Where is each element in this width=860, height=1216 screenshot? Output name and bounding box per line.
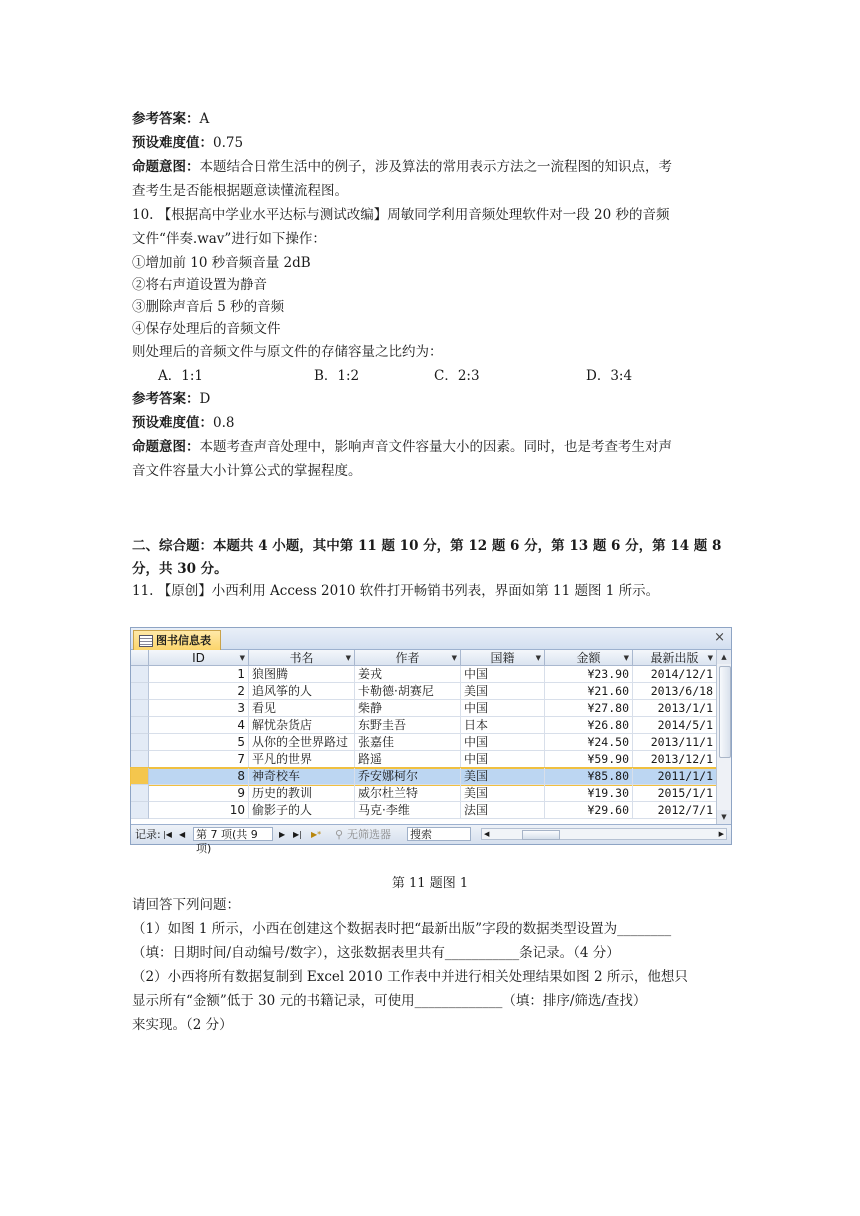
q9-intent-line1 [132, 158, 672, 176]
difficulty-label: 预设难度值： [132, 415, 213, 431]
table-cell[interactable]: 法国 [461, 802, 545, 819]
table-cell[interactable]: ¥85.80 [545, 768, 633, 785]
table-cell[interactable]: ¥26.80 [545, 717, 633, 734]
table-icon [139, 635, 153, 647]
table-cell[interactable]: 中国 [461, 700, 545, 717]
table-cell[interactable]: 姜戎 [355, 666, 461, 683]
access-datasheet-window [130, 627, 732, 855]
table-cell[interactable]: 2013/1/1 [633, 700, 717, 717]
table-cell[interactable]: 狼图腾 [249, 666, 355, 683]
no-filter-button[interactable]: 无筛选器 [347, 828, 391, 841]
table-row[interactable] [131, 666, 717, 683]
q11-sub1-line2: （填：日期时间/自动编号/数字），这张数据表里共有___________条记录。（4 分） [132, 945, 620, 961]
q10-intent-line2: 音文件容量大小计算公式的掌握程度。 [132, 463, 362, 479]
table-cell[interactable]: 偷影子的人 [249, 802, 355, 819]
record-selector[interactable] [131, 700, 149, 717]
tab-bar [131, 628, 731, 650]
table-cell[interactable]: 2013/6/18 [633, 683, 717, 700]
table-cell[interactable]: 2014/12/1 [633, 666, 717, 683]
scroll-thumb[interactable] [522, 830, 560, 840]
column-label: 作者 [395, 651, 420, 665]
q9-intent-line2: 查考生是否能根据题意读懂流程图。 [132, 183, 348, 199]
scroll-thumb[interactable] [719, 666, 731, 758]
table-cell[interactable]: 3 [149, 700, 249, 717]
next-record-icon[interactable]: ▶ [279, 830, 286, 839]
record-navigation-bar [131, 824, 731, 855]
column-header-title[interactable] [249, 650, 355, 666]
q11-sub2-line1: （2）小西将所有数据复制到 Excel 2010 工作表中并进行相关处理结果如图 2 所示，他想只 [132, 969, 688, 985]
scroll-up-icon[interactable]: ▲ [717, 650, 731, 664]
dropdown-arrow-icon[interactable]: ▼ [345, 654, 351, 662]
dropdown-arrow-icon[interactable]: ▼ [451, 654, 457, 662]
q10-difficulty-line [132, 414, 234, 432]
table-cell[interactable]: 乔安娜柯尔 [355, 768, 461, 785]
q10-step-3: ③删除声音后 5 秒的音频 [132, 299, 285, 315]
figure-caption: 第 11 题图 1 [391, 876, 469, 891]
table-cell[interactable]: 10 [149, 802, 249, 819]
record-selector[interactable] [131, 768, 149, 785]
answer-label: 参考答案： [132, 391, 200, 407]
table-row[interactable] [131, 751, 717, 768]
first-record-icon[interactable]: |◀ [163, 830, 172, 839]
table-cell[interactable]: 2013/11/1 [633, 734, 717, 751]
table-cell[interactable]: 张嘉佳 [355, 734, 461, 751]
table-cell[interactable]: 从你的全世界路过 [249, 734, 355, 751]
table-cell[interactable]: 路遥 [355, 751, 461, 768]
select-all-corner[interactable] [131, 650, 149, 666]
q10-stem-line2: 文件“伴奏.wav”进行如下操作： [132, 231, 326, 247]
q11-sub2-line3: 来实现。（2 分） [132, 1017, 233, 1033]
table-cell[interactable]: 中国 [461, 666, 545, 683]
intent-text: 本题考查声音处理中，影响声音文件容量大小的因素。同时，也是考查考生对声 [199, 439, 672, 455]
dropdown-arrow-icon[interactable]: ▼ [707, 654, 713, 662]
table-cell[interactable]: 中国 [461, 751, 545, 768]
record-selector[interactable] [131, 666, 149, 683]
section2-heading-line2: 分，共 30 分。 [132, 561, 228, 577]
table-cell[interactable]: ¥24.50 [545, 734, 633, 751]
table-cell[interactable]: 威尔杜兰特 [355, 785, 461, 802]
table-row[interactable] [131, 734, 717, 751]
search-input[interactable]: 搜索 [407, 827, 471, 841]
column-header-latest-pub[interactable] [633, 650, 717, 666]
table-cell[interactable]: 美国 [461, 785, 545, 802]
difficulty-label: 预设难度值： [132, 135, 213, 151]
intent-label: 命题意图： [132, 439, 200, 455]
q11-prompt: 请回答下列问题： [132, 897, 240, 913]
table-cell[interactable]: 神奇校车 [249, 768, 355, 785]
q9-difficulty-line [132, 134, 243, 152]
horizontal-scrollbar[interactable] [481, 828, 727, 840]
table-row[interactable] [131, 802, 717, 819]
table-cell[interactable]: 柴静 [355, 700, 461, 717]
difficulty-value: 0.8 [213, 415, 235, 431]
record-selector[interactable] [131, 717, 149, 734]
scroll-right-icon[interactable]: ▶ [718, 830, 724, 838]
dropdown-arrow-icon[interactable]: ▼ [239, 654, 245, 662]
table-cell[interactable]: 美国 [461, 768, 545, 785]
table-cell[interactable]: 2011/1/1 [633, 768, 717, 785]
table-row[interactable] [131, 683, 717, 700]
table-cell[interactable]: 1 [149, 666, 249, 683]
table-cell[interactable]: 马克·李维 [355, 802, 461, 819]
current-record-field[interactable]: 第 7 项(共 9 项) [193, 827, 273, 841]
q10-question: 则处理后的音频文件与原文件的存储容量之比约为： [132, 344, 443, 360]
q10-stem-line1: 10. 【根据高中学业水平达标与测试改编】周敏同学利用音频处理软件对一段 20 秒的音频 [132, 207, 670, 223]
record-selector[interactable] [131, 802, 149, 819]
prev-record-icon[interactable]: ◀ [179, 830, 186, 839]
table-cell[interactable]: 中国 [461, 734, 545, 751]
dropdown-arrow-icon[interactable]: ▼ [623, 654, 629, 662]
table-cell[interactable]: 2014/5/1 [633, 717, 717, 734]
table-cell[interactable]: ¥21.60 [545, 683, 633, 700]
intent-text: 本题结合日常生活中的例子，涉及算法的常用表示方法之一流程图的知识点，考 [199, 159, 672, 175]
vertical-scrollbar[interactable] [716, 650, 731, 824]
tab-title: 图书信息表 [156, 634, 211, 647]
q11-sub2-line2: 显示所有“金额”低于 30 元的书籍记录，可使用_____________（填：排序/筛选/查找） [132, 993, 647, 1009]
record-selector[interactable] [131, 734, 149, 751]
column-label: 书名 [289, 651, 314, 665]
option-d: D．3:4 [586, 368, 633, 384]
filter-icon[interactable]: ⚲ [335, 828, 344, 841]
table-cell[interactable]: 历史的教训 [249, 785, 355, 802]
table-cell[interactable]: 2015/1/1 [633, 785, 717, 802]
table-row[interactable] [131, 768, 717, 785]
section2-heading-line1: 二、综合题：本题共 4 小题，其中第 11 题 10 分，第 12 题 6 分，第 13 题 6 分，第 14 题 8 [132, 538, 722, 554]
table-cell[interactable]: 4 [149, 717, 249, 734]
last-record-icon[interactable]: ▶| [293, 830, 302, 839]
close-icon[interactable]: × [714, 630, 725, 645]
column-header-id[interactable] [149, 650, 249, 666]
column-header-country[interactable] [461, 650, 545, 666]
table-cell[interactable]: 7 [149, 751, 249, 768]
new-record-icon[interactable]: ▶* [311, 830, 322, 839]
table-cell[interactable]: 日本 [461, 717, 545, 734]
scroll-left-icon[interactable]: ◀ [484, 830, 490, 838]
dropdown-arrow-icon[interactable]: ▼ [535, 654, 541, 662]
q10-answer-line [132, 390, 210, 408]
q10-step-4: ④保存处理后的音频文件 [132, 321, 281, 337]
q10-intent-line1 [132, 438, 672, 456]
column-label: 最新出版 [650, 651, 699, 665]
q11-sub1-line1: （1）如图 1 所示，小西在创建这个数据表时把“最新出版”字段的数据类型设置为________ [132, 921, 672, 937]
q11-stem: 11. 【原创】小西利用 Access 2010 软件打开畅销书列表，界面如第 11 题图 1 所示。 [132, 583, 660, 599]
record-selector[interactable] [131, 785, 149, 802]
record-label: 记录: [135, 828, 161, 841]
table-cell[interactable]: 平凡的世界 [249, 751, 355, 768]
table-row[interactable] [131, 717, 717, 734]
q10-step-2: ②将右声道设置为静音 [132, 277, 267, 293]
tab-book-info-table[interactable] [133, 630, 221, 650]
table-cell[interactable]: ¥23.90 [545, 666, 633, 683]
column-header-amount[interactable] [545, 650, 633, 666]
table-cell[interactable]: 解忧杂货店 [249, 717, 355, 734]
difficulty-value: 0.75 [213, 135, 244, 151]
table-cell[interactable]: 8 [149, 768, 249, 785]
table-row[interactable] [131, 700, 717, 717]
option-c: C．2:3 [434, 368, 480, 384]
scroll-down-icon[interactable]: ▼ [717, 810, 731, 824]
column-label: 金额 [576, 651, 601, 665]
table-cell[interactable]: ¥27.80 [545, 700, 633, 717]
table-cell[interactable]: 美国 [461, 683, 545, 700]
datasheet-grid [131, 650, 717, 824]
answer-value: A [199, 111, 210, 127]
option-a: A．1:1 [158, 368, 203, 384]
table-cell[interactable]: 2013/12/1 [633, 751, 717, 768]
column-label: ID [192, 651, 205, 665]
intent-label: 命题意图： [132, 159, 200, 175]
q9-answer-line [132, 110, 209, 128]
column-header-author[interactable] [355, 650, 461, 666]
table-cell[interactable]: ¥59.90 [545, 751, 633, 768]
table-cell[interactable]: 东野圭吾 [355, 717, 461, 734]
q10-step-1: ①增加前 10 秒音频音量 2dB [132, 255, 311, 271]
table-cell[interactable]: 追风筝的人 [249, 683, 355, 700]
record-selector[interactable] [131, 751, 149, 768]
table-cell[interactable]: 9 [149, 785, 249, 802]
table-cell[interactable]: ¥19.30 [545, 785, 633, 802]
table-cell[interactable]: 卡勒德·胡赛尼 [355, 683, 461, 700]
column-label: 国籍 [490, 651, 515, 665]
record-selector[interactable] [131, 683, 149, 700]
answer-value: D [199, 391, 211, 407]
table-row[interactable] [131, 785, 717, 802]
table-cell[interactable]: 2012/7/1 [633, 802, 717, 819]
table-cell[interactable]: 2 [149, 683, 249, 700]
table-cell[interactable]: ¥29.60 [545, 802, 633, 819]
answer-label: 参考答案： [132, 111, 200, 127]
option-b: B．1:2 [314, 368, 360, 384]
table-cell[interactable]: 5 [149, 734, 249, 751]
table-cell[interactable]: 看见 [249, 700, 355, 717]
